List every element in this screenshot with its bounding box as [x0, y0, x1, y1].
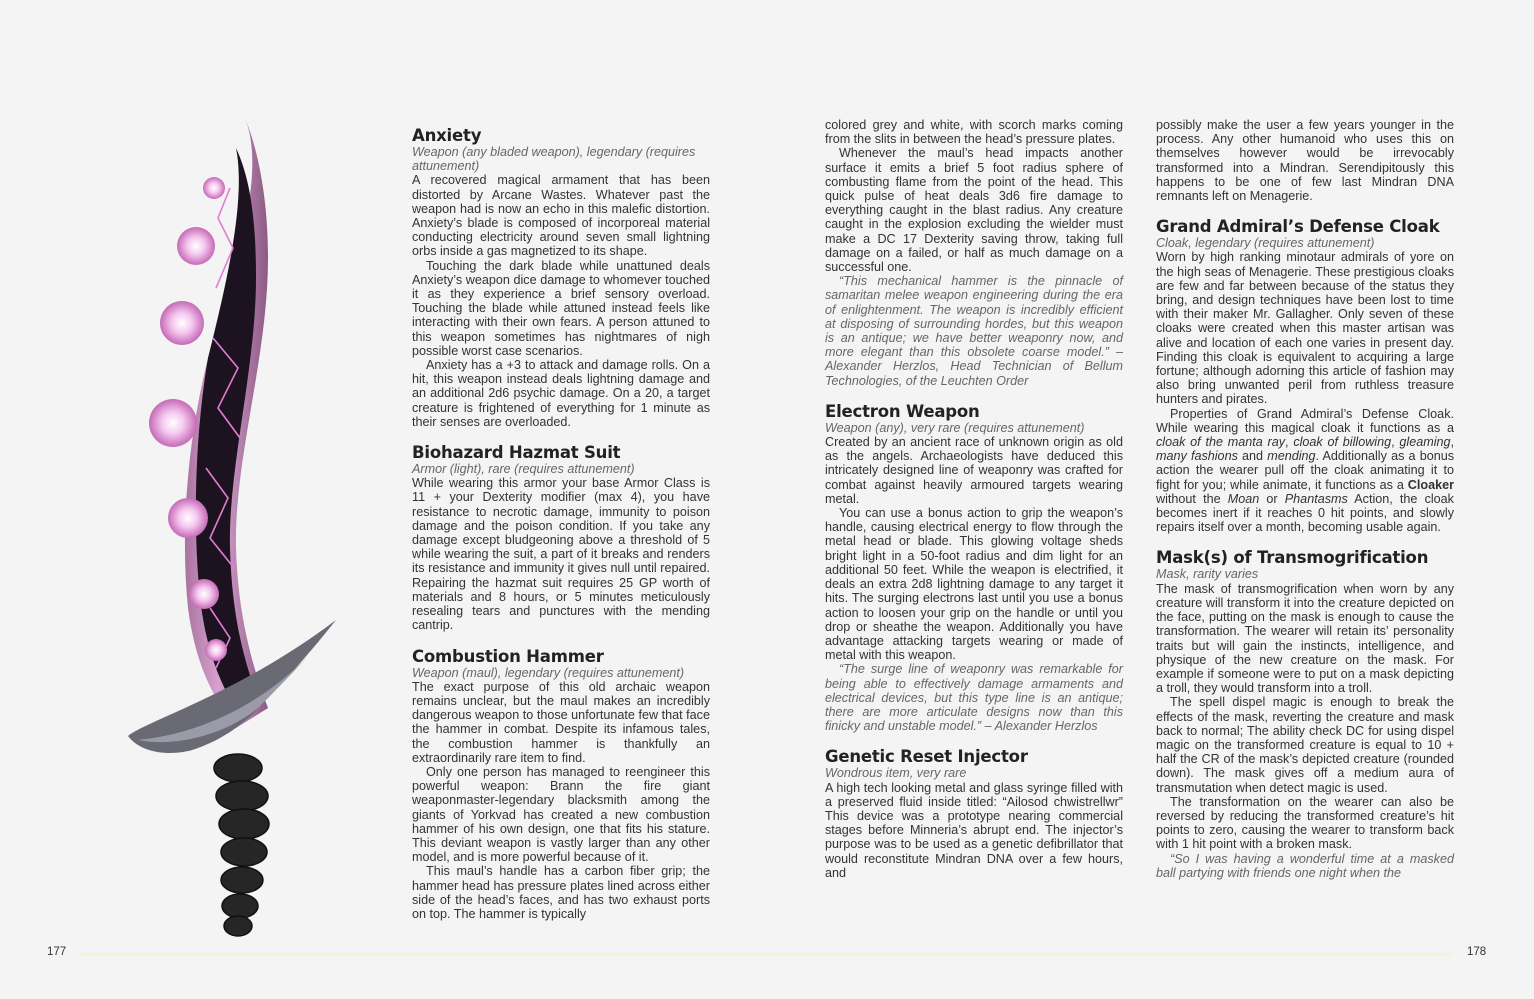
- paragraph: Touching the dark blade while unattuned deals Anxiety’s weapon dice damage to whomever touched it as they experience a brief sensory overload. Touching the blade while attuned instead feels like interacting with their own fears. A person attuned to this weapon sometimes has nightmares of nigh possible worst case scenarios.: [412, 258, 710, 358]
- item-title-genetic-reset-injector: Genetic Reset Injector: [825, 747, 1028, 767]
- paragraph: The mask of transmogrification when worn by any creature will transform it into the creature depicted on the face, putting on the mask is enough to cause the transformation. The wearer will retain its’ personality traits but will gain the instincts, intelligence, and physique of the new creature on the mask. For example if someone were to put on a mask depicting a troll, they would transform into a troll.: [1156, 581, 1454, 696]
- paragraph: A high tech looking metal and glass syringe filled with a preserved fluid inside titled: “Ailosod chwistrellwr” This device was a prototype nearing commercial stages before Minneria’s abrupt end. The injector’s purpose was to be used as a genetic defibrillator that would reconstitute Mindran DNA over a few hours, and: [825, 780, 1123, 880]
- column-2: [825, 116, 1123, 880]
- item-subtitle: Mask, rarity varies: [1156, 567, 1259, 582]
- item-subtitle: Weapon (any bladed weapon), legendary (requires attunement): [412, 145, 696, 174]
- dagger-illustration-icon: [118, 108, 350, 938]
- item-title-mask: Mask(s) of Transmogrification: [1156, 548, 1429, 568]
- paragraph: Anxiety has a +3 to attack and damage rolls. On a hit, this weapon instead deals lightning damage and an additional 2d6 psychic damage. On a 20, a target creature is frightened of everything for 1 minute as their senses are overloaded.: [412, 358, 710, 429]
- item-subtitle: Armor (light), rare (requires attunement): [412, 462, 635, 477]
- paragraph: colored grey and white, with scorch marks coming from the slits in between the head’s pressure plates.: [825, 118, 1123, 147]
- page-number-left: 177: [47, 946, 67, 958]
- item-title-electron-weapon: Electron Weapon: [825, 401, 980, 421]
- column-3: [1156, 116, 1454, 880]
- paragraph: possibly make the user a few years younger in the process. Any other humanoid who uses this on themselves however would be irrevocably transformed into a Mindran. Serendipitously this happens to be one of few last Mindran DNA remnants left on Menagerie.: [1156, 118, 1454, 204]
- quote: “This mechanical hammer is the pinnacle of samaritan melee weapon engineering during the era of enlightenment. The weapon is incredibly efficient at disposing of surrounding hordes, but this weapon is an antique; we have better weaponry now, and more elegant than this obsolete coarse model.” – Alexander Herzlos, Head Technician of Bellum Technologies, of the Leuchten Order: [825, 274, 1123, 388]
- paragraph: Whenever the maul’s head impacts another surface it emits a brief 5 foot radius sphere of combusting flame from the point of the head. This quick pulse of heat deals 3d6 fire damage to everything caught in the blast radius. Any creature caught in the explosion excluding the wielder must make a DC 17 Dexterity saving throw, taking full damage on a failed, or half as much damage on a successful one.: [825, 146, 1123, 275]
- paragraph: While wearing this armor your base Armor Class is 11 + your Dexterity modifier (max 4), you have resistance to necrotic damage, immunity to poison damage and the poison condition. If you take any damage except bludgeoning above a threshold of 5 while wearing the suit, a part of it breaks and renders its resistance and immunity it gives null until repaired. Repairing the hazmat suit requires 25 GP worth of materials and 8 hours, or 5 minutes meticulously resealing tears and punctures with the mending cantrip.: [412, 476, 710, 633]
- paragraph: This maul’s handle has a carbon fiber grip; the hammer head has pressure plates lined across either side of the head’s faces, and has two exhaust ports on top. The hammer is typically: [412, 864, 710, 921]
- quote: “The surge line of weaponry was remarkable for being able to effectively damage armaments and electrical devices, but this type line is an antique; there are more articulate designs now than this finicky and unstable model.” – Alexander Herzlos: [825, 662, 1123, 734]
- paragraph: Properties of Grand Admiral’s Defense Cloak. While wearing this magical cloak it functions as a cloak of the manta ray, cloak of billowing, gleaming, many fashions and mending. Additionally as a bonus action the wearer pull off the cloak animating it to fight for you; while animate, it functions as a Cloaker without the Moan or Phantasms Action, the cloak becomes inert if it reaches 0 hit points, and slowly repairs itself over a month, becoming usable again.: [1156, 406, 1455, 535]
- quote: “So I was having a wonderful time at a masked ball partying with friends one night when the: [1156, 851, 1454, 880]
- item-title-anxiety: Anxiety: [412, 126, 482, 145]
- paragraph: Worn by high ranking minotaur admirals of yore on the high seas of Menagerie. These prestigious cloaks are few and far between because of the status they bring, and design techniques have been lost to time with their maker Mr. Gallagher. Only seven of these cloaks were created when this master artisan was alive and location of each one varies in present day. Finding this cloak is equivalent to acquiring a large fortune; although adorning this article of fashion may also bring unwanted peril from ruthless treasure hunters and pirates.: [1156, 250, 1454, 407]
- item-subtitle: Cloak, legendary (requires attunement): [1156, 236, 1375, 251]
- column-1: [412, 116, 710, 921]
- paragraph: Only one person has managed to reengineer this powerful weapon: Brann the fire giant weaponmaster-legendary blacksmith among the giants of Yorkvad has created a new combustion hammer of his own design, one that fits his stature. This deviant weapon is vastly larger than any other model, and is more powerful because of it.: [412, 764, 710, 865]
- paragraph: Created by an ancient race of unknown origin as old as the angels. Archaeologists have deduced this intricately designed line of weaponry was crafted for combat against heavily armoured targets wearing metal.: [825, 435, 1123, 506]
- item-subtitle: Weapon (maul), legendary (requires attunement): [412, 665, 685, 680]
- item-title-hazmat: Biohazard Hazmat Suit: [412, 443, 621, 463]
- item-title-defense-cloak: Grand Admiral’s Defense Cloak: [1156, 217, 1440, 237]
- paragraph: The spell dispel magic is enough to break the effects of the mask, reverting the creature and mask back to normal; The ability check DC for using dispel magic on the transformed creature is equal to 10 + half the CR of the mask’s depicted creature (rounded down). The mask gives off a medium aura of transmutation when detect magic is used.: [1156, 695, 1454, 795]
- paragraph: The transformation on the wearer can also be reversed by reducing the transformed creature’s hit points to zero, causing the wearer to transform back with 1 hit point with a broken mask.: [1156, 794, 1454, 852]
- item-subtitle: Wondrous item, very rare: [825, 766, 967, 781]
- paragraph: The exact purpose of this old archaic weapon remains unclear, but the maul makes an incredibly dangerous weapon to those unfortunate few that face the hammer in combat. Despite its infamous tales, the combustion hammer is thankfully an extraordinarily rare item to find.: [412, 679, 710, 765]
- paragraph: A recovered magical armament that has been distorted by Arcane Wastes. Whatever past the weapon had is now an echo in this malefic distortion. Anxiety’s blade is composed of incorporeal material conducting electricity around seven small lightning orbs inside a gas magnetized to its shape.: [412, 173, 710, 259]
- footer-rule: [80, 953, 1452, 956]
- item-title-combustion-hammer: Combustion Hammer: [412, 646, 604, 666]
- page-number-right: 178: [1467, 946, 1487, 958]
- item-subtitle: Weapon (any), very rare (requires attunement): [825, 420, 1085, 435]
- paragraph: You can use a bonus action to grip the weapon’s handle, causing electrical energy to flow through the metal head or blade. This glowing voltage sheds bright light in a 50-foot radius and dim light for an additional 50 feet. While the weapon is electrified, it deals an extra 2d8 lightning damage to any target it hits. The surging electrons last until you use a bonus action to loosen your grip on the handle or until you drop or sheathe the weapon. Additionally you have advantage attacking targets wearing or made of metal with this weapon.: [825, 506, 1123, 663]
